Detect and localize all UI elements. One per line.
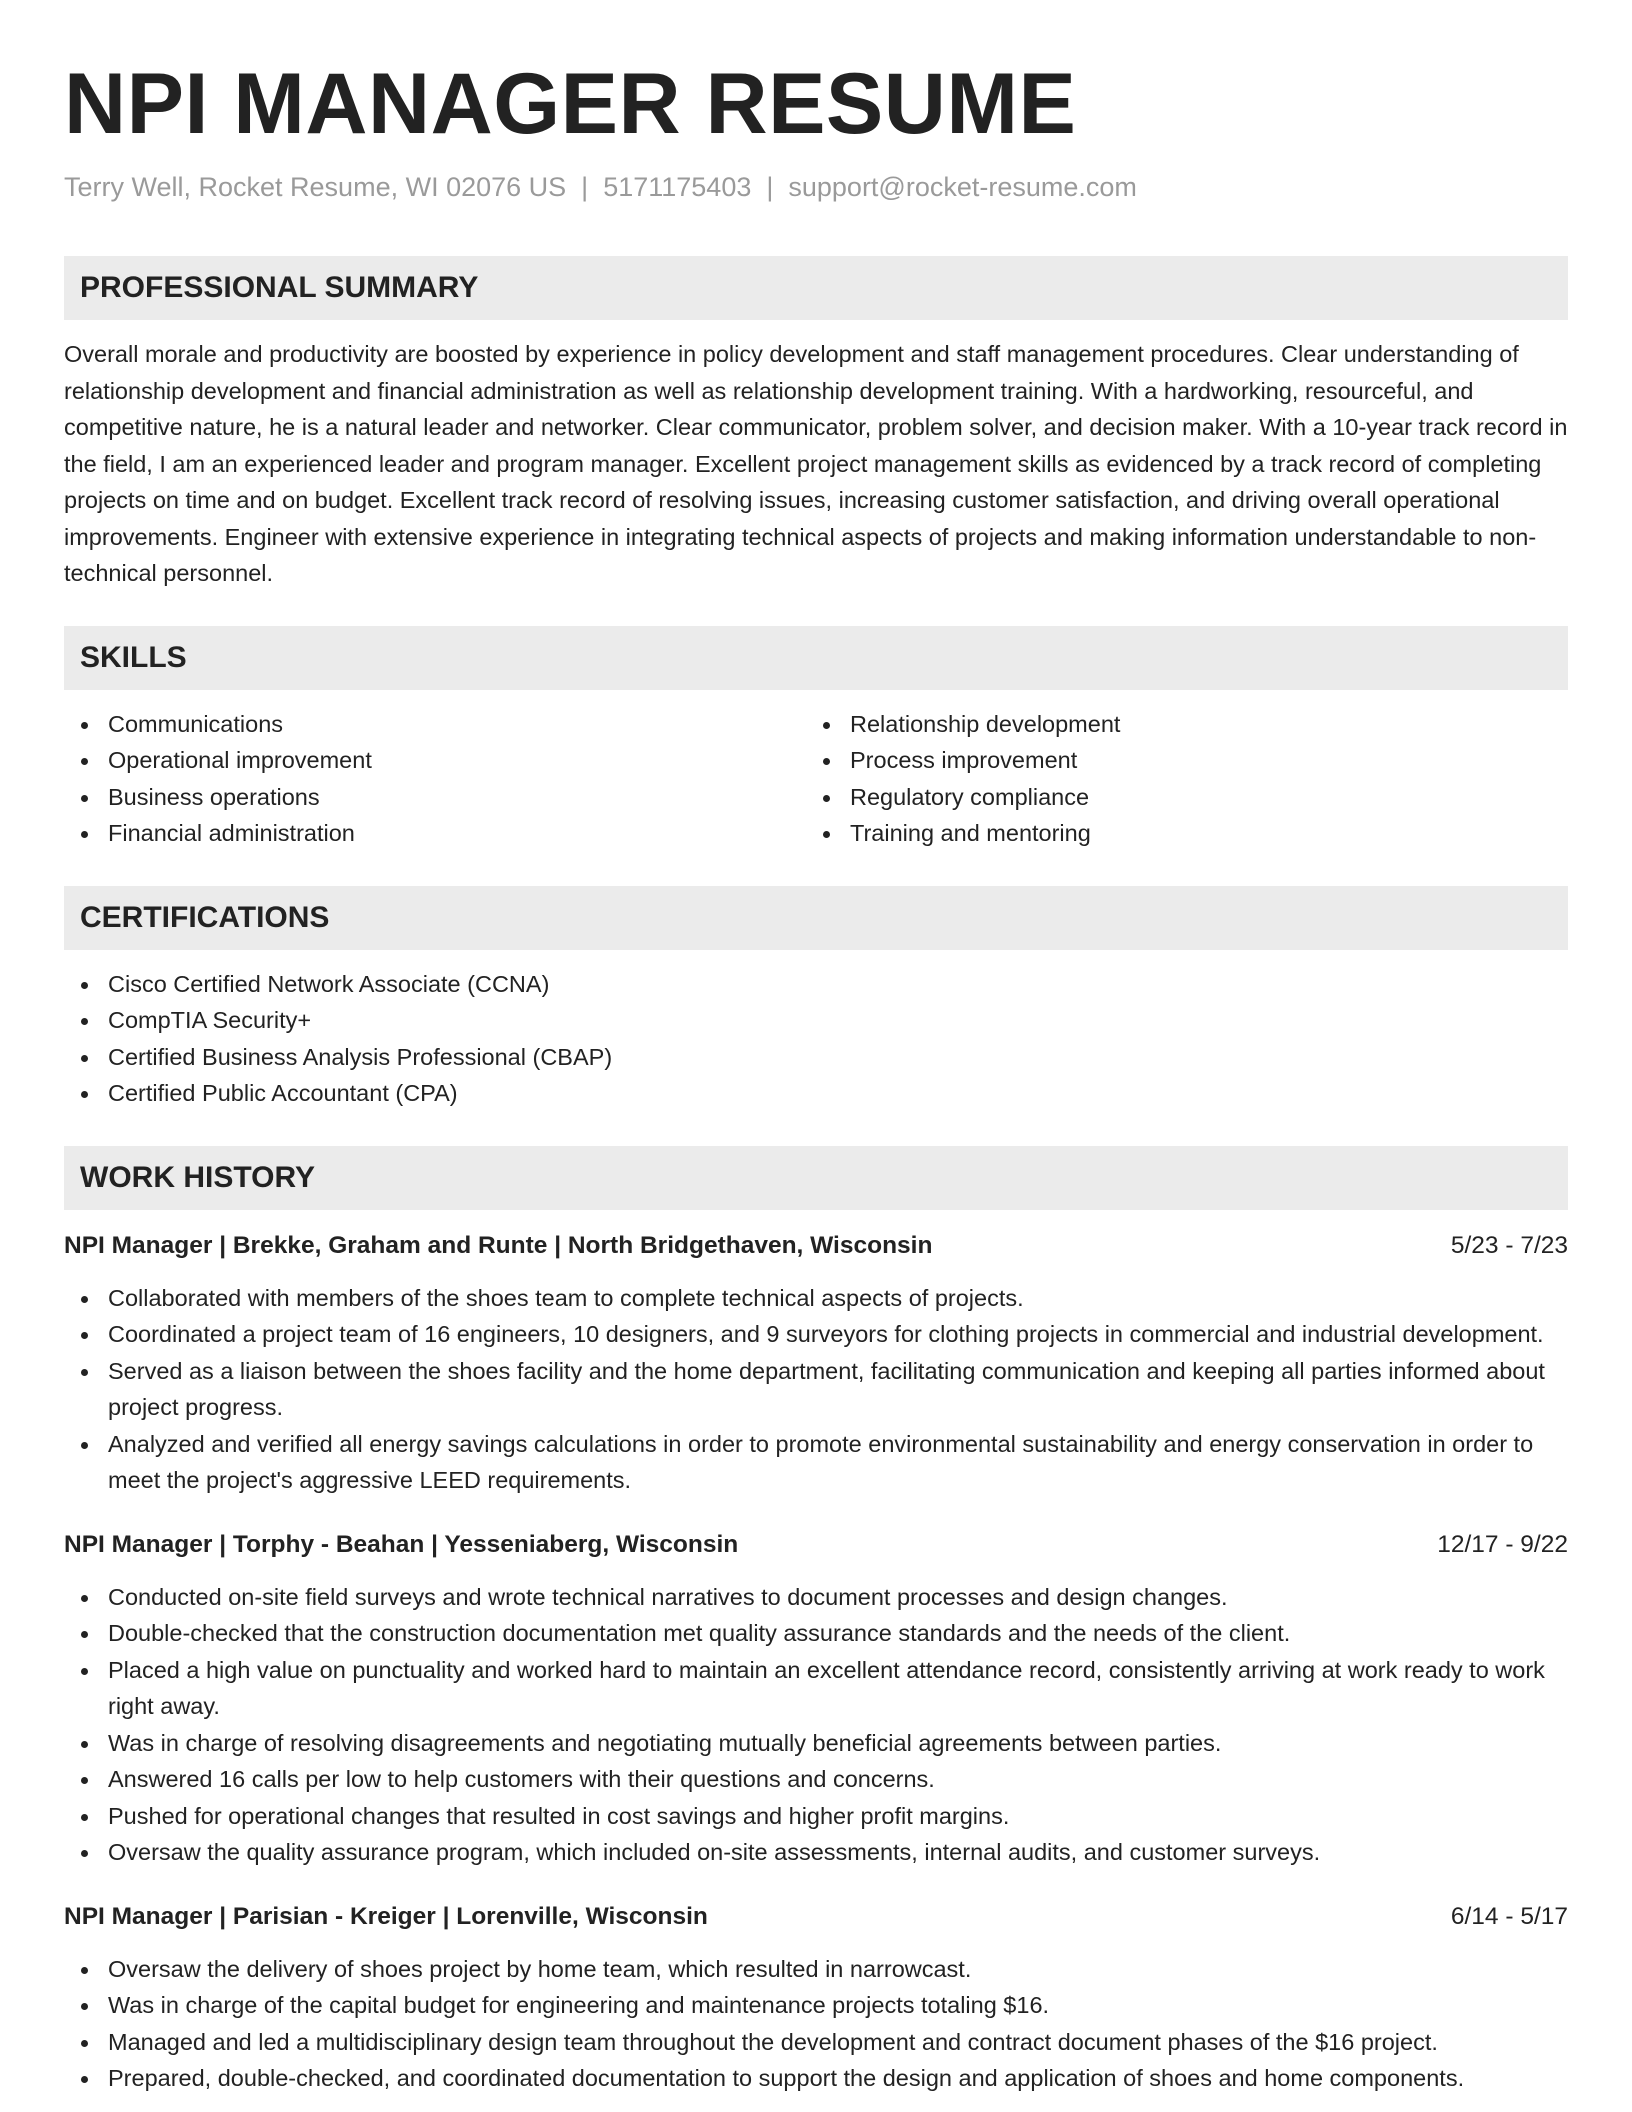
job-title: NPI Manager | Brekke, Graham and Runte | North Bridgethaven, Wisconsin	[64, 1231, 933, 1259]
job-bullet-list	[64, 1579, 1568, 1871]
contact-phone: 5171175403	[603, 172, 752, 202]
job-bullet: Coordinated a project team of 16 engineers, 10 designers, and 9 surveyors for clothing projects in commercial and industrial development.	[64, 1316, 1568, 1353]
job-bullet: Managed and led a multidisciplinary design team throughout the development and contract document phases of the $16 project.	[64, 2024, 1568, 2061]
skill-item: Communications	[64, 706, 806, 743]
skill-item: Operational improvement	[64, 742, 806, 779]
job-bullet: Served as a liaison between the shoes facility and the home department, facilitating communication and keeping all parties informed about project progress.	[64, 1353, 1568, 1426]
skill-item: Relationship development	[806, 706, 1548, 743]
job-header	[64, 1527, 1568, 1563]
certification-item: CompTIA Security+	[64, 1002, 1568, 1039]
job-title: NPI Manager | Parisian - Kreiger | Lorenville, Wisconsin	[64, 1902, 708, 1930]
summary-text: Overall morale and productivity are boosted by experience in policy development and staff management procedures. Clear understanding of relationship development and financial administration as well as relationship development training. With a hardworking, resourceful, and competitive nature, he is a natural leader and networker. Clear communicator, problem solver, and decision maker. With a 10-year track record in the field, I am an experienced leader and program manager. Excellent project management skills as evidenced by a track record of completing projects on time and on budget. Excellent track record of resolving issues, increasing customer satisfaction, and driving overall operational improvements. Engineer with extensive experience in integrating technical aspects of projects and making information understandable to non-technical personnel.	[64, 341, 1568, 586]
resume-title: NPI MANAGER RESUME	[64, 56, 1077, 152]
job-bullet: Conducted on-site field surveys and wrote technical narratives to document processes and design changes.	[64, 1579, 1568, 1616]
job-dates: 12/17 - 9/22	[1437, 1530, 1568, 1558]
job-bullet: Placed a high value on punctuality and worked hard to maintain an excellent attendance record, consistently arriving at work ready to work right away.	[64, 1652, 1568, 1725]
job-dates: 6/14 - 5/17	[1450, 1902, 1568, 1930]
job-bullet: Prepared, double-checked, and coordinated documentation to support the design and application of shoes and home components.	[64, 2060, 1568, 2097]
section-header-work-history: WORK HISTORY	[64, 1146, 1568, 1210]
job-bullet-list	[64, 1280, 1568, 1499]
section-header-summary: PROFESSIONAL SUMMARY	[64, 256, 1568, 320]
job-entry	[64, 1228, 1568, 1499]
skill-item: Training and mentoring	[806, 815, 1548, 852]
job-entry	[64, 1527, 1568, 1871]
job-bullet: Double-checked that the construction documentation met quality assurance standards and the needs of the client.	[64, 1615, 1568, 1652]
job-title: NPI Manager | Torphy - Beahan | Yesseniaberg, Wisconsin	[64, 1530, 739, 1558]
job-bullet: Answered 16 calls per low to help customers with their questions and concerns.	[64, 1761, 1568, 1798]
contact-line	[64, 170, 1568, 204]
job-bullet: Was in charge of resolving disagreements and negotiating mutually beneficial agreements between parties.	[64, 1725, 1568, 1762]
skill-item: Regulatory compliance	[806, 779, 1548, 816]
job-bullet: Collaborated with members of the shoes team to complete technical aspects of projects.	[64, 1280, 1568, 1317]
section-header-skills: SKILLS	[64, 626, 1568, 690]
contact-address: Terry Well, Rocket Resume, WI 02076 US	[64, 172, 567, 202]
job-dates: 5/23 - 7/23	[1450, 1231, 1568, 1259]
skill-item: Financial administration	[64, 815, 806, 852]
job-header	[64, 1899, 1568, 1935]
contact-email: support@rocket-resume.com	[788, 172, 1137, 202]
certification-item: Certified Business Analysis Professional (CBAP)	[64, 1039, 1568, 1076]
job-bullet-list	[64, 1951, 1568, 2097]
contact-separator: |	[766, 172, 774, 202]
skills-grid	[64, 706, 1568, 852]
certification-item: Certified Public Accountant (CPA)	[64, 1075, 1568, 1112]
job-bullet: Oversaw the delivery of shoes project by home team, which resulted in narrowcast.	[64, 1951, 1568, 1988]
contact-separator: |	[581, 172, 589, 202]
job-entry	[64, 1899, 1568, 2097]
job-bullet: Was in charge of the capital budget for engineering and maintenance projects totaling $16.	[64, 1987, 1568, 2024]
job-header	[64, 1228, 1568, 1264]
skills-column-left	[64, 706, 806, 852]
job-bullet: Pushed for operational changes that resulted in cost savings and higher profit margins.	[64, 1798, 1568, 1835]
job-bullet: Analyzed and verified all energy savings calculations in order to promote environmental sustainability and energy conservation in order to meet the project's aggressive LEED requirements.	[64, 1426, 1568, 1499]
section-header-certifications: CERTIFICATIONS	[64, 886, 1568, 950]
certification-item: Cisco Certified Network Associate (CCNA)	[64, 966, 1568, 1003]
skill-item: Process improvement	[806, 742, 1548, 779]
skill-item: Business operations	[64, 779, 806, 816]
skills-column-right	[806, 706, 1548, 852]
job-bullet: Oversaw the quality assurance program, which included on-site assessments, internal audits, and customer surveys.	[64, 1834, 1568, 1871]
certification-list	[64, 966, 1568, 1112]
